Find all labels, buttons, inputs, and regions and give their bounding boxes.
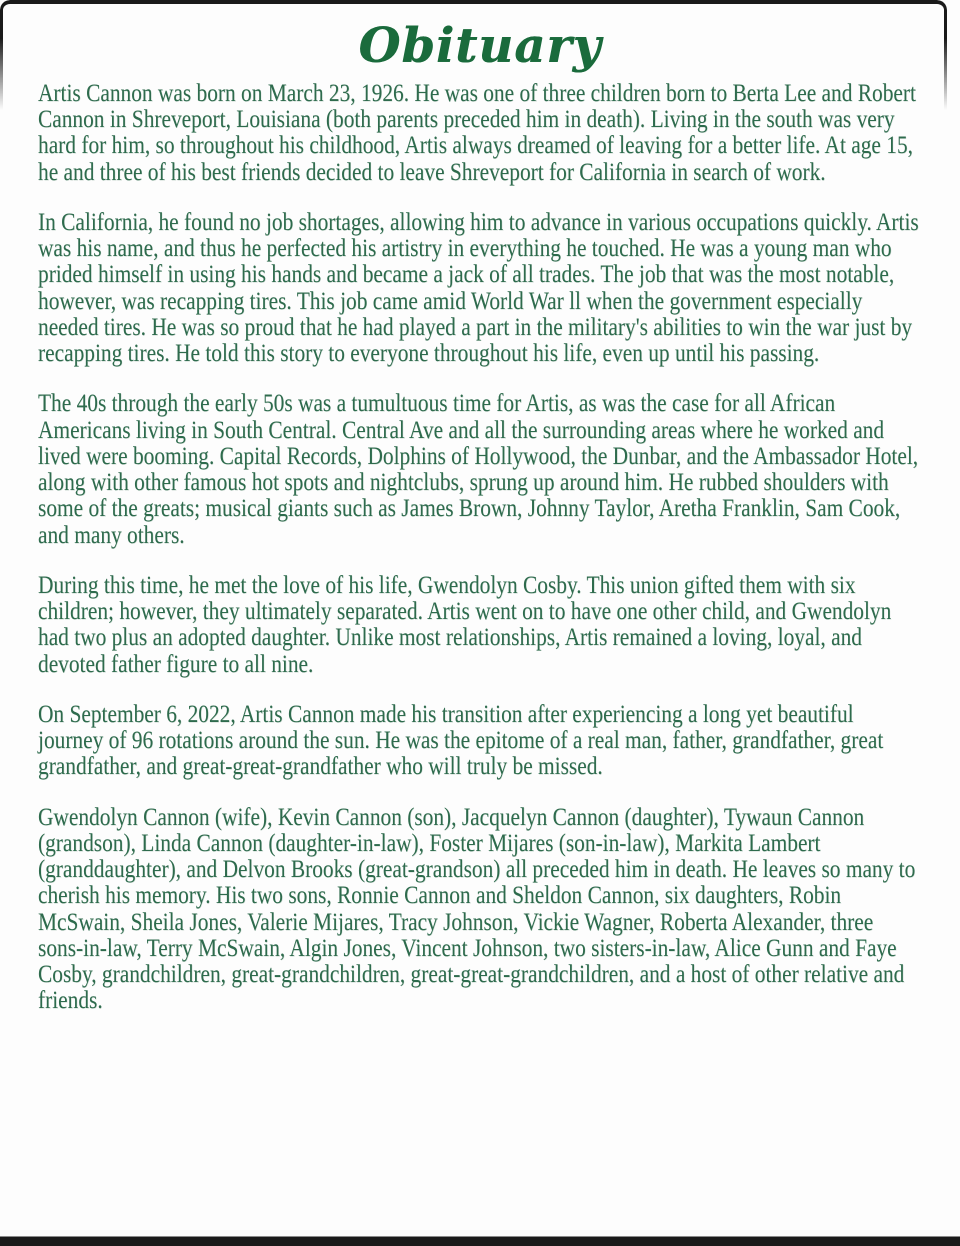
obituary-paragraph-passing: On September 6, 2022, Artis Cannon made his transition after experiencing a long yet beautiful journey of 96 rotations around the sun. He was the epitome of a real man, father, grandfather, great grandfather, and great-great-grandfather who will truly be missed. — [38, 700, 884, 781]
obituary-paragraph-survivors: Gwendolyn Cannon (wife), Kevin Cannon (son), Jacquelyn Cannon (daughter), Tywaun Cannon (grandson), Linda Cannon (daughter-in-law), Foster Mijares (son-in-law), Markita Lambert (granddaughter), and Delvon Brooks (great-grandson) all preceded him in death. He leaves so many to cherish his memory. His two sons, Ronnie Cannon and Sheldon Cannon, six daughters, Robin McSwain, Sheila Jones, Valerie Mijares, Tracy Johnson, Vickie Wagner, Roberta Alexander, three sons-in-law, Terry McSwain, Algin Jones, Vincent Johnson, two sisters-in-law, Alice Gunn and Faye Cosby, grandchildren, great-grandchildren, great-great-grandchildren, and a host of other relative and friends. — [38, 803, 916, 1015]
page-title: Obituary — [358, 18, 602, 74]
obituary-paragraph-california: In California, he found no job shortages, allowing him to advance in various occupations quickly. Artis was his name, and thus he perfected his artistry in everything he touched. He was a young man who prided himself in using his hands and became a jack of all trades. The job that was the most notable, however, was recapping tires. This job came amid World War ll when the government especially needed tires. He was so proud that he had played a part in the military's abilities to win the war just by recapping tires. He told this story to everyone throughout his life, even up until his passing. — [38, 208, 919, 368]
obituary-paragraph-birth: Artis Cannon was born on March 23, 1926. He was one of three children born to Berta Lee and Robert Cannon in Shreveport, Louisiana (both parents preceded him in death). Living in the south was very hard for him, so throughout his childhood, Artis always dreamed of leaving for a better life. At age 15, he and three of his best friends decided to leave Shreveport for California in search of work. — [38, 79, 916, 186]
obituary-paragraph-south-central: The 40s through the early 50s was a tumultuous time for Artis, as was the case for all African Americans living in South Central. Central Ave and all the surrounding areas where he worked and lived were booming. Capital Records, Dolphins of Hollywood, the Dunbar, and the Ambassador Hotel, along with other famous hot spots and nightclubs, sprung up around him. He rubbed shoulders with some of the greats; musical giants such as James Brown, Johnny Taylor, Aretha Franklin, Sam Cook, and many others. — [38, 390, 919, 549]
obituary-paragraphs — [38, 81, 920, 1015]
card-bottom-border — [0, 1236, 960, 1246]
obituary-text — [0, 81, 960, 1015]
obituary-paragraph-family: During this time, he met the love of his life, Gwendolyn Cosby. This union gifted them with six children; however, they ultimately separated. Artis went on to have one other child, and Gwendolyn had two plus an adopted daughter. Unlike most relationships, Artis remained a loving, loyal, and devoted father figure to all nine. — [38, 571, 892, 678]
